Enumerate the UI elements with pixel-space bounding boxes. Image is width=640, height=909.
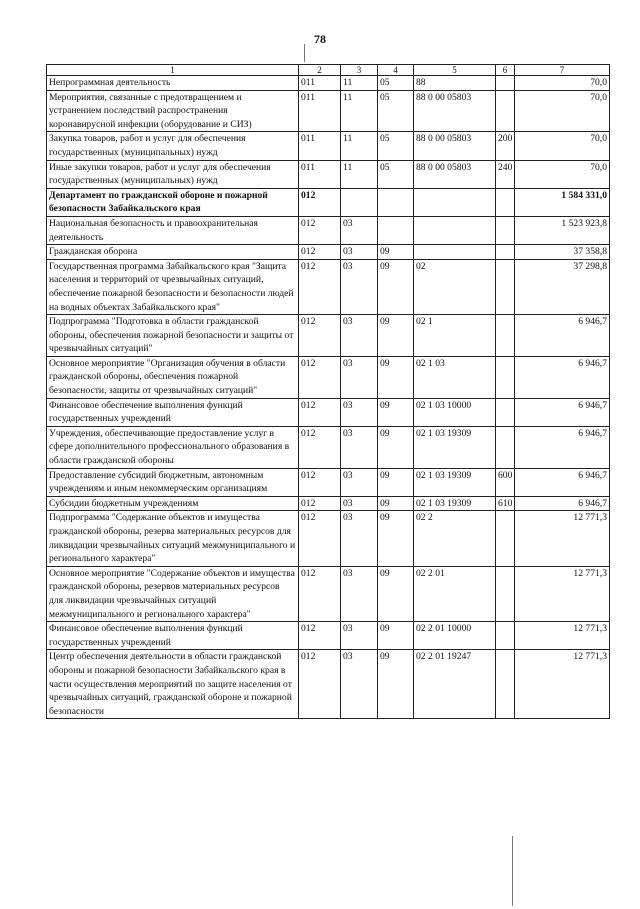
column-header: 3	[341, 65, 378, 76]
amount-cell: 37 298,8	[515, 259, 610, 314]
column-header: 6	[496, 65, 515, 76]
row-name-cell: Основное мероприятие "Содержание объектов и имущества гражданской обороны, резервов материальных ресурсов для ликвидации чрезвычайных ситуаций межмуниципального и регионального характера"	[47, 566, 299, 621]
row-name-cell: Закупка товаров, работ и услуг для обеспечения государственных (муниципальных) нужд	[47, 132, 299, 160]
code-cell: 012	[299, 398, 341, 426]
code-cell: 011	[299, 90, 341, 132]
table-row	[47, 622, 610, 650]
column-header: 4	[378, 65, 414, 76]
subsection-cell: 09	[378, 566, 414, 621]
expense-type-cell	[496, 622, 515, 650]
table-row	[47, 496, 610, 511]
expense-type-cell: 240	[496, 160, 515, 188]
expense-type-cell	[496, 650, 515, 719]
section-cell: 03	[341, 650, 378, 719]
expense-type-cell	[496, 398, 515, 426]
table-row	[47, 160, 610, 188]
table-row	[47, 259, 610, 314]
target-article-cell: 02 1 03	[414, 356, 496, 398]
amount-cell: 6 946,7	[515, 426, 610, 468]
target-article-cell: 88	[414, 76, 496, 91]
column-header: 1	[47, 65, 299, 76]
table-row	[47, 90, 610, 132]
target-article-cell: 02	[414, 259, 496, 314]
section-cell: 03	[341, 315, 378, 357]
amount-cell: 70,0	[515, 90, 610, 132]
table-row	[47, 245, 610, 260]
subsection-cell: 09	[378, 511, 414, 566]
row-name-cell: Иные закупки товаров, работ и услуг для обеспечения государственных (муниципальных) нужд	[47, 160, 299, 188]
subsection-cell: 09	[378, 356, 414, 398]
row-name-cell: Центр обеспечения деятельности в области гражданской обороны и пожарной безопасности Забайкальского края в части осуществления мероприятий по защите населения от чрезвычайных ситуаций, гражданской обороне и пожарной безопасности	[47, 650, 299, 719]
section-cell: 03	[341, 216, 378, 244]
amount-cell: 12 771,3	[515, 511, 610, 566]
code-cell: 012	[299, 496, 341, 511]
subsection-cell: 09	[378, 650, 414, 719]
amount-cell: 37 358,8	[515, 245, 610, 260]
code-cell: 012	[299, 468, 341, 496]
subsection-cell: 05	[378, 76, 414, 91]
subsection-cell: 05	[378, 160, 414, 188]
amount-cell: 70,0	[515, 160, 610, 188]
expense-type-cell	[496, 426, 515, 468]
expense-type-cell	[496, 356, 515, 398]
amount-cell: 70,0	[515, 132, 610, 160]
column-header: 2	[299, 65, 341, 76]
amount-cell: 1 584 331,0	[515, 188, 610, 216]
code-cell: 011	[299, 160, 341, 188]
section-cell: 03	[341, 468, 378, 496]
table-row	[47, 650, 610, 719]
row-name-cell: Предоставление субсидий бюджетным, автономным учреждениям и иным некоммерческим организациям	[47, 468, 299, 496]
table-row	[47, 468, 610, 496]
section-cell: 11	[341, 132, 378, 160]
target-article-cell: 88 0 00 05803	[414, 132, 496, 160]
code-cell: 012	[299, 511, 341, 566]
target-article-cell: 02 1 03 19309	[414, 468, 496, 496]
table-row	[47, 76, 610, 91]
code-cell: 012	[299, 426, 341, 468]
subsection-cell	[378, 216, 414, 244]
amount-cell: 70,0	[515, 76, 610, 91]
section-cell	[341, 188, 378, 216]
subsection-cell: 05	[378, 132, 414, 160]
code-cell: 012	[299, 188, 341, 216]
amount-cell: 6 946,7	[515, 356, 610, 398]
target-article-cell: 02 1 03 19309	[414, 426, 496, 468]
table-row	[47, 188, 610, 216]
table-row	[47, 511, 610, 566]
section-cell: 03	[341, 356, 378, 398]
expense-type-cell: 600	[496, 468, 515, 496]
table-row	[47, 216, 610, 244]
section-cell: 03	[341, 496, 378, 511]
subsection-cell: 09	[378, 622, 414, 650]
row-name-cell: Финансовое обеспечение выполнения функций государственных учреждений	[47, 398, 299, 426]
table-row	[47, 398, 610, 426]
expense-type-cell	[496, 76, 515, 91]
code-cell: 012	[299, 259, 341, 314]
table-row	[47, 426, 610, 468]
row-name-cell: Подпрограмма "Содержание объектов и имущества гражданской обороны, резерва материальных ресурсов для ликвидации чрезвычайных ситуаций межмуниципального и регионального характера"	[47, 511, 299, 566]
section-cell: 11	[341, 76, 378, 91]
subsection-cell: 09	[378, 245, 414, 260]
expense-type-cell: 610	[496, 496, 515, 511]
row-name-cell: Подпрограмма "Подготовка в области гражданской обороны, обеспечения пожарной безопасности и защиты от чрезвычайных ситуаций"	[47, 315, 299, 357]
column-header: 7	[515, 65, 610, 76]
table-row	[47, 315, 610, 357]
expense-type-cell	[496, 245, 515, 260]
expense-type-cell	[496, 90, 515, 132]
amount-cell: 6 946,7	[515, 468, 610, 496]
target-article-cell: 02 2 01	[414, 566, 496, 621]
code-cell: 012	[299, 245, 341, 260]
expense-type-cell	[496, 216, 515, 244]
section-cell: 03	[341, 259, 378, 314]
row-name-cell: Мероприятия, связанные с предотвращением и устранением последствий распространения коронавирусной инфекции (оборудование и СИЗ)	[47, 90, 299, 132]
header-row	[47, 65, 610, 76]
amount-cell: 6 946,7	[515, 496, 610, 511]
subsection-cell: 09	[378, 426, 414, 468]
amount-cell: 12 771,3	[515, 566, 610, 621]
code-cell: 012	[299, 356, 341, 398]
amount-cell: 6 946,7	[515, 315, 610, 357]
section-cell: 03	[341, 566, 378, 621]
subsection-cell: 09	[378, 259, 414, 314]
table-row	[47, 132, 610, 160]
code-cell: 012	[299, 650, 341, 719]
target-article-cell: 02 2 01 10000	[414, 622, 496, 650]
code-cell: 012	[299, 566, 341, 621]
expense-type-cell: 200	[496, 132, 515, 160]
target-article-cell	[414, 188, 496, 216]
target-article-cell: 02 2	[414, 511, 496, 566]
amount-cell: 6 946,7	[515, 398, 610, 426]
page-number: 78	[314, 32, 326, 46]
row-name-cell: Учреждения, обеспечивающие предоставление услуг в сфере дополнительного профессионального образования в области гражданской обороны	[47, 426, 299, 468]
row-name-cell: Основное мероприятие "Организация обучения в области гражданской обороны, обеспечения пожарной безопасности, защиты от чрезвычайных ситуаций"	[47, 356, 299, 398]
binding-mark	[512, 836, 513, 906]
target-article-cell: 02 1 03 19309	[414, 496, 496, 511]
target-article-cell: 88 0 00 05803	[414, 90, 496, 132]
amount-cell: 1 523 923,8	[515, 216, 610, 244]
row-name-cell: Гражданская оборона	[47, 245, 299, 260]
row-name-cell: Субсидии бюджетным учреждениям	[47, 496, 299, 511]
target-article-cell: 88 0 00 05803	[414, 160, 496, 188]
code-cell: 012	[299, 315, 341, 357]
target-article-cell	[414, 245, 496, 260]
expense-type-cell	[496, 566, 515, 621]
code-cell: 011	[299, 132, 341, 160]
table-row	[47, 566, 610, 621]
code-cell: 012	[299, 216, 341, 244]
row-name-cell: Государственная программа Забайкальского края "Защита населения и территорий от чрезвычайных ситуаций, обеспечение пожарной безопасности и безопасности людей на водных объектах Забайкальского края"	[47, 259, 299, 314]
subsection-cell: 09	[378, 468, 414, 496]
section-cell: 03	[341, 398, 378, 426]
budget-table	[46, 64, 610, 719]
subsection-cell	[378, 188, 414, 216]
subsection-cell: 09	[378, 496, 414, 511]
section-cell: 11	[341, 90, 378, 132]
section-cell: 03	[341, 622, 378, 650]
column-header: 5	[414, 65, 496, 76]
expense-type-cell	[496, 315, 515, 357]
expense-type-cell	[496, 259, 515, 314]
row-name-cell: Финансовое обеспечение выполнения функций государственных учреждений	[47, 622, 299, 650]
subsection-cell: 09	[378, 398, 414, 426]
section-cell: 03	[341, 426, 378, 468]
amount-cell: 12 771,3	[515, 622, 610, 650]
code-cell: 011	[299, 76, 341, 91]
section-cell: 03	[341, 511, 378, 566]
target-article-cell	[414, 216, 496, 244]
target-article-cell: 02 1 03 10000	[414, 398, 496, 426]
row-name-cell: Департамент по гражданской обороне и пожарной безопасности Забайкальского края	[47, 188, 299, 216]
section-cell: 11	[341, 160, 378, 188]
subsection-cell: 05	[378, 90, 414, 132]
binding-mark	[304, 44, 305, 62]
section-cell: 03	[341, 245, 378, 260]
target-article-cell: 02 1	[414, 315, 496, 357]
table-row	[47, 356, 610, 398]
expense-type-cell	[496, 188, 515, 216]
code-cell: 012	[299, 622, 341, 650]
amount-cell: 12 771,3	[515, 650, 610, 719]
expense-type-cell	[496, 511, 515, 566]
row-name-cell: Непрограммная деятельность	[47, 76, 299, 91]
target-article-cell: 02 2 01 19247	[414, 650, 496, 719]
subsection-cell: 09	[378, 315, 414, 357]
row-name-cell: Национальная безопасность и правоохранительная деятельность	[47, 216, 299, 244]
